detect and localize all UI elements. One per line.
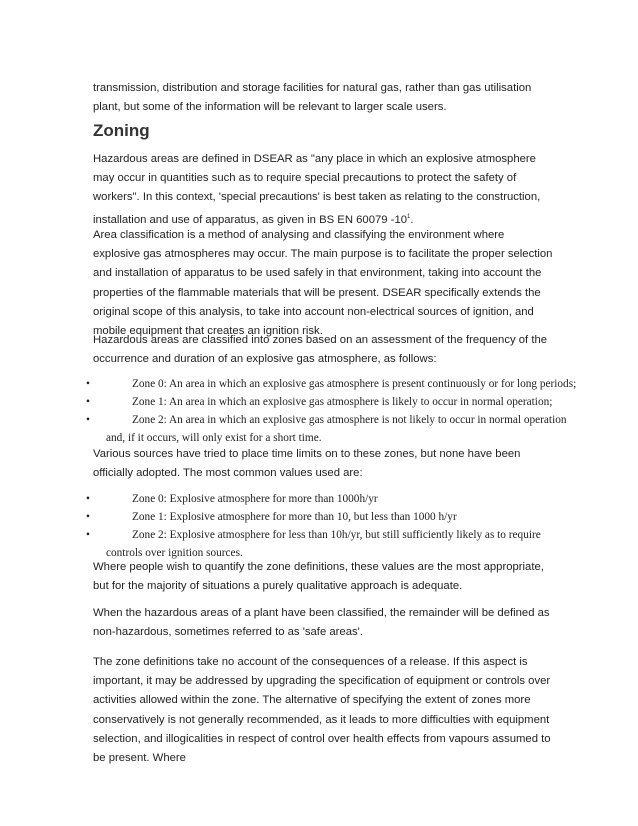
- footnote-ref[interactable]: 1: [407, 213, 411, 220]
- bullet-icon: •: [86, 414, 90, 426]
- bullet-icon: •: [86, 511, 90, 523]
- list-item-continuation: controls over ignition sources.: [106, 547, 243, 559]
- paragraph-quantify: Where people wish to quantify the zone definitions, these values are the most appropriate, but for the majority of situations a purely qualitative approach is adequate.: [93, 561, 544, 593]
- list-item-text: Zone 0: Explosive atmosphere for more than 1000h/yr: [132, 493, 378, 505]
- section-heading: Zoning: [93, 121, 150, 140]
- list-item-text: Zone 2: An area in which an explosive gas atmosphere is not likely to occur in normal operation: [132, 414, 567, 426]
- paragraph-safe-areas: When the hazardous areas of a plant have been classified, the remainder will be defined as non-hazardous, sometimes referred to as 'safe areas'.: [93, 607, 550, 639]
- list-item-continuation: and, if it occurs, will only exist for a short time.: [106, 432, 322, 444]
- list-item-text: Zone 1: Explosive atmosphere for more than 10, but less than 1000 h/yr: [132, 511, 457, 523]
- paragraph-definition-end: .: [410, 213, 414, 226]
- paragraph-definition-text: Hazardous areas are defined in DSEAR as "any place in which an explosive atmosphere may occur in quantities such as to require special precautions to protect the safety of workers". In this context, 'special precautions' is best taken as relating to the construction, installation and use of apparatus, as given in BS EN 60079 -10: [93, 153, 541, 226]
- list-item-text: Zone 2: Explosive atmosphere for less than 10h/yr, but still sufficiently likely as to require: [132, 529, 541, 541]
- bullet-icon: •: [86, 396, 90, 408]
- list-item-text: Zone 1: An area in which an explosive gas atmosphere is likely to occur in normal operation;: [132, 396, 553, 408]
- list-item-text: Zone 0: An area in which an explosive gas atmosphere is present continuously or for long periods;: [132, 378, 577, 390]
- paragraph-classification: Area classification is a method of analysing and classifying the environment where explosive gas atmospheres may occur. The main purpose is to facilitate the proper selection and installation of apparatus to be used safely in that environment, taking into account the properties of the flammable materials that will be present. DSEAR specifically extends the original scope of this analysis, to take into account non-electrical sources of ignition, and mobile equipment that creates an ignition risk.: [93, 229, 553, 338]
- bullet-icon: •: [86, 378, 90, 390]
- paragraph-time-limits: Various sources have tried to place time limits on to these zones, but none have been officially adopted. The most common values used are:: [93, 448, 521, 480]
- bullet-icon: •: [86, 493, 90, 505]
- paragraph-definition: [93, 150, 553, 230]
- paragraph-consequences: The zone definitions take no account of the consequences of a release. If this aspect is important, it may be addressed by upgrading the specification of equipment or controls over activities allowed within the zone. The alternative of specifying the extent of zones more conservatively is not generally recommended, as it leads to more difficulties with equipment selection, and illogicalities in respect of control over health effects from vapours assumed to be present. Where: [93, 656, 551, 765]
- bullet-icon: •: [86, 529, 90, 541]
- paragraph-zones-intro: Hazardous areas are classified into zones based on an assessment of the frequency of the occurrence and duration of an explosive gas atmosphere, as follows:: [93, 334, 548, 366]
- intro-paragraph: transmission, distribution and storage facilities for natural gas, rather than gas utilisation plant, but some of the information will be relevant to larger scale users.: [93, 82, 532, 114]
